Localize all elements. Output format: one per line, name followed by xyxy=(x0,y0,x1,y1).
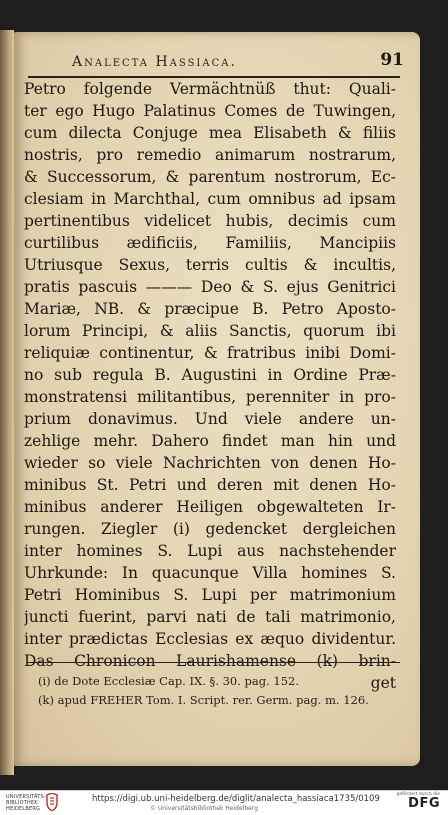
text-line: inter prædictas Ecclesias ex æquo dividentur. xyxy=(24,630,396,648)
text-line: wieder so viele Nachrichten von denen Ho- xyxy=(24,454,396,472)
library-emblem-icon xyxy=(44,793,60,811)
text-line: monstratensi militantibus, perenniter in pro- xyxy=(24,388,396,406)
text-line: curtilibus ædificiis, Familiis, Mancipiis xyxy=(24,234,396,252)
text-line: rungen. Ziegler (i) gedencket dergleichen xyxy=(24,520,396,538)
text-line: Das Chronicon Laurishamense (k) brin- xyxy=(24,652,396,670)
text-line: pertinentibus videlicet hubis, decimis cum xyxy=(24,212,396,230)
book-page-edge xyxy=(0,30,14,775)
footnote-rule xyxy=(28,662,400,663)
copyright-notice: © Universitätsbibliothek Heidelberg xyxy=(150,805,259,812)
text-line: nostris, pro remedio animarum nostrarum, xyxy=(24,146,396,164)
text-line: lorum Principi, & aliis Sanctis, quorum ibi xyxy=(24,322,396,340)
text-line: prium donavimus. Und viele andere un- xyxy=(24,410,396,428)
text-line: no sub regula B. Augustini in Ordine Præ- xyxy=(24,366,396,384)
text-line: get xyxy=(370,674,396,692)
text-line: Uhrkunde: In quacunque Villa homines S. xyxy=(24,564,396,582)
footnote-i: (i) de Dote Ecclesiæ Cap. IX. §. 30. pag. 152. xyxy=(38,674,300,688)
text-line: Petri Hominibus S. Lupi per matrimonium xyxy=(24,586,396,604)
text-line: pratis pascuis ——— Deo & S. ejus Genitrici xyxy=(24,278,396,296)
body-text xyxy=(24,78,404,694)
funding-notice xyxy=(397,792,441,811)
page-number: 91 xyxy=(380,50,404,70)
text-line: Utriusque Sexus, terris cultis & incultis, xyxy=(24,256,396,274)
dfg-logo[interactable]: DFG xyxy=(408,796,440,811)
text-line: inter homines S. Lupi aus nachstehender xyxy=(24,542,396,560)
footnotes xyxy=(38,672,398,710)
text-line: & Successorum, & parentum nostrorum, Ec- xyxy=(24,168,396,186)
text-line: Mariæ, NB. & præcipue B. Petro Aposto- xyxy=(24,300,396,318)
text-line: reliquiæ continentur, & fratribus inibi Domi- xyxy=(24,344,396,362)
page-url-link[interactable]: https://digi.ub.uni-heidelberg.de/diglit/analecta_hassiaca1735/0109 xyxy=(92,794,380,804)
page-header xyxy=(72,50,410,76)
funding-label: gefördert durch die xyxy=(396,792,440,797)
library-name: UNIVERSITÄTS- BIBLIOTHEK HEIDELBERG xyxy=(6,794,46,812)
text-line: zehlige mehr. Dahero findet man hin und xyxy=(24,432,396,450)
text-line: minibus St. Petri und deren mit denen Ho- xyxy=(24,476,396,494)
text-line: clesiam in Marchthal, cum omnibus ad ipsam xyxy=(24,190,396,208)
text-line: cum dilecta Conjuge mea Elisabeth & filiis xyxy=(24,124,396,142)
running-head: Analecta Hassiaca. xyxy=(72,54,237,70)
footnote-k: (k) apud FREHER Tom. I. Script. rer. Germ. pag. m. 126. xyxy=(38,693,369,707)
text-line: ter ego Hugo Palatinus Comes de Tuwingen, xyxy=(24,102,396,120)
text-line: Petro folgende Vermächtnüß thut: Quali- xyxy=(24,80,396,98)
text-line: juncti fuerint, parvi nati de tali matrimonio, xyxy=(24,608,396,626)
text-line: minibus anderer Heiligen obgewalteten Ir- xyxy=(24,498,396,516)
viewer-footer xyxy=(0,790,448,815)
